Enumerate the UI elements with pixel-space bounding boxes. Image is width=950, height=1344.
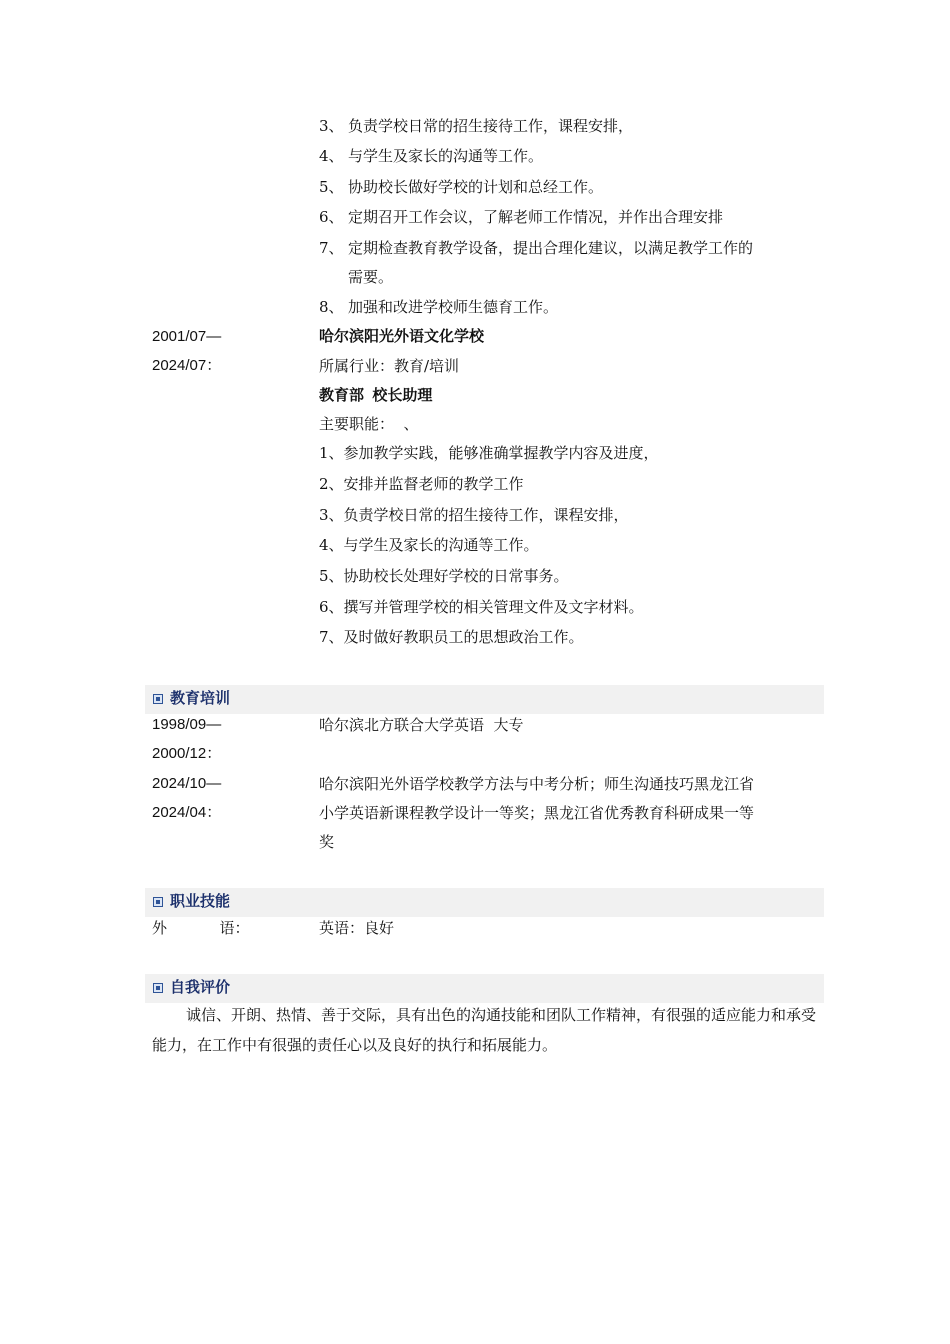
job-date-end: 2024/07： [152, 357, 222, 374]
job-company: 哈尔滨阳光外语文化学校 [319, 328, 485, 345]
job-duty-item: 2、安排并监督老师的教学工作 [319, 475, 524, 493]
skills-label: 外 语： [152, 919, 250, 937]
duty-number: 8、 [319, 298, 344, 316]
job-duty-item: 6、撰写并管理学校的相关管理文件及文字材料。 [319, 598, 644, 616]
skills-section-header [145, 888, 824, 917]
edu-date-end: 2024/04： [152, 804, 222, 821]
edu-text: 哈尔滨阳光外语学校教学方法与中考分析；师生沟通技巧黑龙江省 [319, 775, 755, 793]
self-eval-section-title: 自我评价 [170, 979, 231, 996]
duty-text: 定期召开工作会议，了解老师工作情况，并作出合理安排 [348, 208, 724, 226]
section-bullet-icon [153, 694, 163, 704]
job-date-start: 2001/07— [152, 328, 222, 345]
duty-text: 负责学校日常的招生接待工作，课程安排， [348, 117, 634, 135]
duty-text: 与学生及家长的沟通等工作。 [348, 147, 544, 165]
duty-number: 4、 [319, 147, 344, 165]
edu-date-start: 1998/09— [152, 716, 222, 733]
job-duty-item: 4、与学生及家长的沟通等工作。 [319, 536, 539, 554]
edu-date-start: 2024/10— [152, 775, 222, 792]
job-duty-item: 1、参加教学实践，能够准确掌握教学内容及进度， [319, 444, 659, 462]
section-bullet-icon [153, 897, 163, 907]
job-duty-item: 5、协助校长处理好学校的日常事务。 [319, 567, 569, 585]
self-eval-section-header [145, 974, 824, 1003]
job-duties-label: 主要职能： 、 [319, 415, 419, 433]
education-section-title: 教育培训 [170, 690, 231, 707]
duty-number: 6、 [319, 208, 344, 226]
job-duty-item: 7、及时做好教职员工的思想政治工作。 [319, 628, 584, 646]
duty-number: 3、 [319, 117, 344, 135]
section-bullet-icon [153, 983, 163, 993]
duty-text: 加强和改进学校师生德育工作。 [348, 298, 559, 316]
duty-text: 协助校长做好学校的计划和总经工作。 [348, 178, 604, 196]
edu-text: 哈尔滨北方联合大学英语 大专 [319, 716, 524, 734]
job-position: 教育部 校长助理 [319, 387, 433, 404]
duty-text: 定期检查教育教学设备，提出合理化建议，以满足教学工作的 [348, 239, 754, 257]
education-section-header [145, 685, 824, 714]
edu-text: 奖 [319, 833, 335, 851]
duty-text: 需要。 [348, 268, 394, 286]
skills-value: 英语：良好 [319, 919, 395, 937]
job-industry: 所属行业：教育/培训 [319, 357, 460, 375]
skills-section-title: 职业技能 [170, 893, 231, 910]
duty-number: 5、 [319, 178, 344, 196]
self-eval-text: 诚信、开朗、热情、善于交际，具有出色的沟通技能和团队工作精神，有很强的适应能力和承受能力，在工作中有很强的责任心以及良好的执行和拓展能力。 [152, 1006, 817, 1054]
edu-date-end: 2000/12： [152, 745, 222, 762]
edu-text: 小学英语新课程教学设计一等奖；黑龙江省优秀教育科研成果一等 [319, 804, 755, 822]
duty-number: 7、 [319, 239, 344, 257]
job-duty-item: 3、负责学校日常的招生接待工作，课程安排， [319, 506, 629, 524]
